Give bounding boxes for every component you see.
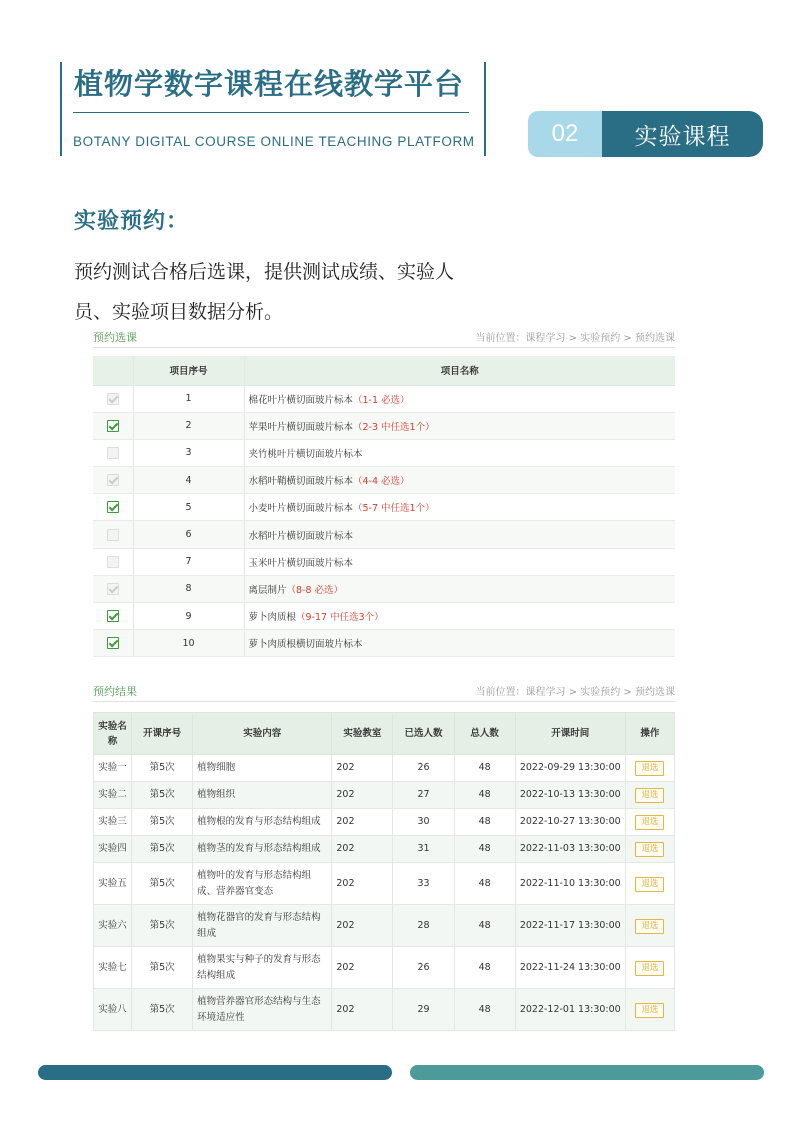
- item-name-cell: [244, 630, 675, 657]
- item-name: 棉花叶片横切面玻片标本: [248, 394, 354, 406]
- select-course-panel: [93, 326, 675, 662]
- platform-title: 植物学数字课程在线教学平台: [74, 67, 465, 101]
- exp-name: 实验七: [94, 947, 132, 989]
- item-rule-note: （8-8 必选）: [286, 584, 344, 596]
- exp-time: 2022-11-03 13:30:00: [515, 836, 625, 863]
- exp-action-cell: [625, 947, 674, 989]
- select-checkbox[interactable]: [107, 637, 119, 649]
- row-checkbox-cell: [93, 630, 133, 657]
- select-checkbox: [107, 583, 119, 595]
- row-checkbox-cell: [93, 521, 133, 548]
- exp-action-cell: [625, 809, 674, 836]
- select-checkbox[interactable]: [107, 420, 119, 432]
- item-name: 萝卜肉质根横切面玻片标本: [248, 639, 363, 651]
- exp-total: 48: [454, 905, 515, 947]
- select-checkbox: [107, 474, 119, 486]
- booking-result-panel: [93, 680, 675, 1031]
- item-name: 水稻叶鞘横切面玻片标本: [248, 476, 354, 488]
- header-rule: [73, 112, 469, 113]
- table-row: [94, 836, 675, 863]
- row-checkbox-cell: [93, 575, 133, 602]
- item-no: 1: [133, 385, 244, 412]
- section-title: 实验预约：: [74, 208, 190, 234]
- table-row: [93, 630, 675, 657]
- exp-selected: 30: [393, 809, 454, 836]
- exp-content: 植物果实与种子的发育与形态结构组成: [193, 947, 332, 989]
- select-checkbox[interactable]: [107, 610, 119, 622]
- exp-time: 2022-10-13 13:30:00: [515, 782, 625, 809]
- exp-seq: 第5次: [132, 947, 193, 989]
- item-name: 苹果叶片横切面玻片标本: [248, 421, 354, 433]
- table-row: [94, 809, 675, 836]
- item-rule-note: （4-4 必选）: [353, 476, 410, 488]
- header-time: 开课时间: [515, 713, 625, 755]
- withdraw-button[interactable]: 退选: [635, 877, 664, 892]
- table-row: [93, 439, 675, 466]
- exp-room: 202: [332, 905, 393, 947]
- exp-seq: 第5次: [132, 863, 193, 905]
- withdraw-button[interactable]: 退选: [635, 1003, 664, 1018]
- header-content: 实验内容: [193, 713, 332, 755]
- select-checkbox: [107, 556, 119, 568]
- item-name-cell: [244, 439, 675, 466]
- table-row: [93, 467, 675, 494]
- exp-content: 植物叶的发育与形态结构组成、营养器官变态: [193, 863, 332, 905]
- header-item-no: 项目序号: [133, 356, 244, 385]
- select-checkbox[interactable]: [107, 501, 119, 513]
- item-name-cell: [244, 494, 675, 521]
- exp-total: 48: [454, 947, 515, 989]
- select-checkbox: [107, 447, 119, 459]
- section-paragraph: 预约测试合格后选课，提供测试成绩、实验人员、实验项目数据分析。: [74, 261, 455, 323]
- exp-content: 植物细胞: [193, 755, 332, 782]
- item-no: 5: [133, 494, 244, 521]
- exp-selected: 33: [393, 863, 454, 905]
- exp-action-cell: [625, 755, 674, 782]
- table-row: [93, 521, 675, 548]
- exp-content: 植物花器官的发育与形态结构组成: [193, 905, 332, 947]
- item-name: 水稻叶片横切面玻片标本: [248, 530, 354, 542]
- exp-name: 实验三: [94, 809, 132, 836]
- withdraw-button[interactable]: 退选: [635, 961, 664, 976]
- exp-seq: 第5次: [132, 989, 193, 1031]
- exp-total: 48: [454, 809, 515, 836]
- table-row: [94, 905, 675, 947]
- booking-result-table: [93, 712, 675, 1031]
- table-row: [93, 548, 675, 575]
- table-row: [93, 575, 675, 602]
- exp-total: 48: [454, 863, 515, 905]
- exp-total: 48: [454, 989, 515, 1031]
- table-header-row: [93, 356, 675, 385]
- chapter-label: 实验课程: [602, 111, 763, 157]
- exp-name: 实验四: [94, 836, 132, 863]
- withdraw-button[interactable]: 退选: [635, 788, 664, 803]
- item-rule-note: （1-1 必选）: [353, 394, 410, 406]
- exp-total: 48: [454, 782, 515, 809]
- exp-time: 2022-11-10 13:30:00: [515, 863, 625, 905]
- chapter-number: 02: [528, 111, 602, 157]
- table-row: [93, 412, 675, 439]
- exp-room: 202: [332, 989, 393, 1031]
- item-name-cell: [244, 603, 675, 630]
- header-item-name: 项目名称: [244, 356, 675, 385]
- exp-time: 2022-09-29 13:30:00: [515, 755, 625, 782]
- exp-seq: 第5次: [132, 782, 193, 809]
- exp-total: 48: [454, 755, 515, 782]
- item-rule-note: （9-17 中任选3个）: [296, 612, 384, 624]
- exp-selected: 28: [393, 905, 454, 947]
- platform-subtitle: BOTANY DIGITAL COURSE ONLINE TEACHING PLATFORM: [73, 134, 475, 149]
- exp-room: 202: [332, 782, 393, 809]
- exp-action-cell: [625, 863, 674, 905]
- exp-name: 实验一: [94, 755, 132, 782]
- item-no: 6: [133, 521, 244, 548]
- withdraw-button[interactable]: 退选: [635, 815, 664, 830]
- row-checkbox-cell: [93, 385, 133, 412]
- row-checkbox-cell: [93, 412, 133, 439]
- result-panel-title: 预约结果: [93, 684, 137, 698]
- header-selected: 已选人数: [393, 713, 454, 755]
- item-name-cell: [244, 548, 675, 575]
- exp-seq: 第5次: [132, 809, 193, 836]
- table-header-row: [94, 713, 675, 755]
- exp-content: 植物营养器官形态结构与生态环境适应性: [193, 989, 332, 1031]
- item-name: 萝卜肉质根: [248, 612, 297, 624]
- item-no: 2: [133, 412, 244, 439]
- row-checkbox-cell: [93, 439, 133, 466]
- item-no: 9: [133, 603, 244, 630]
- row-checkbox-cell: [93, 548, 133, 575]
- select-course-table: [93, 356, 675, 657]
- exp-name: 实验八: [94, 989, 132, 1031]
- table-row: [93, 385, 675, 412]
- header-checkbox-col: [93, 356, 133, 385]
- exp-content: 植物组织: [193, 782, 332, 809]
- exp-action-cell: [625, 989, 674, 1031]
- exp-content: 植物茎的发育与形态结构组成: [193, 836, 332, 863]
- header-total: 总人数: [454, 713, 515, 755]
- header-seq: 开课序号: [132, 713, 193, 755]
- item-no: 3: [133, 439, 244, 466]
- table-row: [94, 782, 675, 809]
- table-row: [94, 947, 675, 989]
- exp-name: 实验六: [94, 905, 132, 947]
- row-checkbox-cell: [93, 494, 133, 521]
- table-row: [93, 494, 675, 521]
- exp-room: 202: [332, 809, 393, 836]
- item-name: 小麦叶片横切面玻片标本: [248, 503, 354, 515]
- table-row: [93, 603, 675, 630]
- row-checkbox-cell: [93, 467, 133, 494]
- header-action: 操作: [625, 713, 674, 755]
- withdraw-button[interactable]: 退选: [635, 761, 664, 776]
- select-panel-header: [93, 326, 675, 348]
- exp-selected: 31: [393, 836, 454, 863]
- select-checkbox: [107, 529, 119, 541]
- header-exp-name: 实验名称: [94, 713, 132, 755]
- item-name-cell: [244, 467, 675, 494]
- exp-seq: 第5次: [132, 755, 193, 782]
- item-rule-note: （5-7 中任选1个）: [353, 503, 435, 515]
- header-room: 实验教室: [332, 713, 393, 755]
- select-panel-title: 预约选课: [93, 330, 137, 344]
- exp-selected: 26: [393, 755, 454, 782]
- row-checkbox-cell: [93, 603, 133, 630]
- exp-seq: 第5次: [132, 836, 193, 863]
- exp-action-cell: [625, 782, 674, 809]
- item-name-cell: [244, 575, 675, 602]
- item-name: 夹竹桃叶片横切面玻片标本: [248, 448, 363, 460]
- header-left-divider: [60, 62, 62, 156]
- exp-time: 2022-10-27 13:30:00: [515, 809, 625, 836]
- select-checkbox: [107, 393, 119, 405]
- exp-selected: 26: [393, 947, 454, 989]
- footer-bar-right: [410, 1065, 764, 1080]
- table-row: [94, 755, 675, 782]
- item-no: 10: [133, 630, 244, 657]
- item-no: 7: [133, 548, 244, 575]
- exp-room: 202: [332, 947, 393, 989]
- exp-total: 48: [454, 836, 515, 863]
- exp-seq: 第5次: [132, 905, 193, 947]
- item-no: 8: [133, 575, 244, 602]
- exp-action-cell: [625, 836, 674, 863]
- breadcrumb: 当前位置：课程学习 > 实验预约 > 预约选课: [475, 333, 675, 344]
- exp-content: 植物根的发育与形态结构组成: [193, 809, 332, 836]
- item-name: 离层制片: [248, 584, 287, 596]
- item-name-cell: [244, 385, 675, 412]
- result-panel-header: [93, 680, 675, 702]
- exp-room: 202: [332, 755, 393, 782]
- table-row: [94, 989, 675, 1031]
- exp-name: 实验五: [94, 863, 132, 905]
- exp-selected: 29: [393, 989, 454, 1031]
- item-rule-note: （2-3 中任选1个）: [353, 421, 435, 433]
- withdraw-button[interactable]: 退选: [635, 842, 664, 857]
- withdraw-button[interactable]: 退选: [635, 919, 664, 934]
- exp-selected: 27: [393, 782, 454, 809]
- exp-room: 202: [332, 836, 393, 863]
- item-no: 4: [133, 467, 244, 494]
- exp-time: 2022-11-17 13:30:00: [515, 905, 625, 947]
- breadcrumb: 当前位置：课程学习 > 实验预约 > 预约选课: [475, 687, 675, 698]
- chapter-tag: [528, 111, 763, 157]
- exp-room: 202: [332, 863, 393, 905]
- item-name-cell: [244, 412, 675, 439]
- item-name: 玉米叶片横切面玻片标本: [248, 557, 354, 569]
- exp-action-cell: [625, 905, 674, 947]
- table-row: [94, 863, 675, 905]
- exp-time: 2022-11-24 13:30:00: [515, 947, 625, 989]
- item-name-cell: [244, 521, 675, 548]
- exp-time: 2022-12-01 13:30:00: [515, 989, 625, 1031]
- footer-bar-left: [38, 1065, 392, 1080]
- header-right-divider: [484, 62, 486, 156]
- exp-name: 实验二: [94, 782, 132, 809]
